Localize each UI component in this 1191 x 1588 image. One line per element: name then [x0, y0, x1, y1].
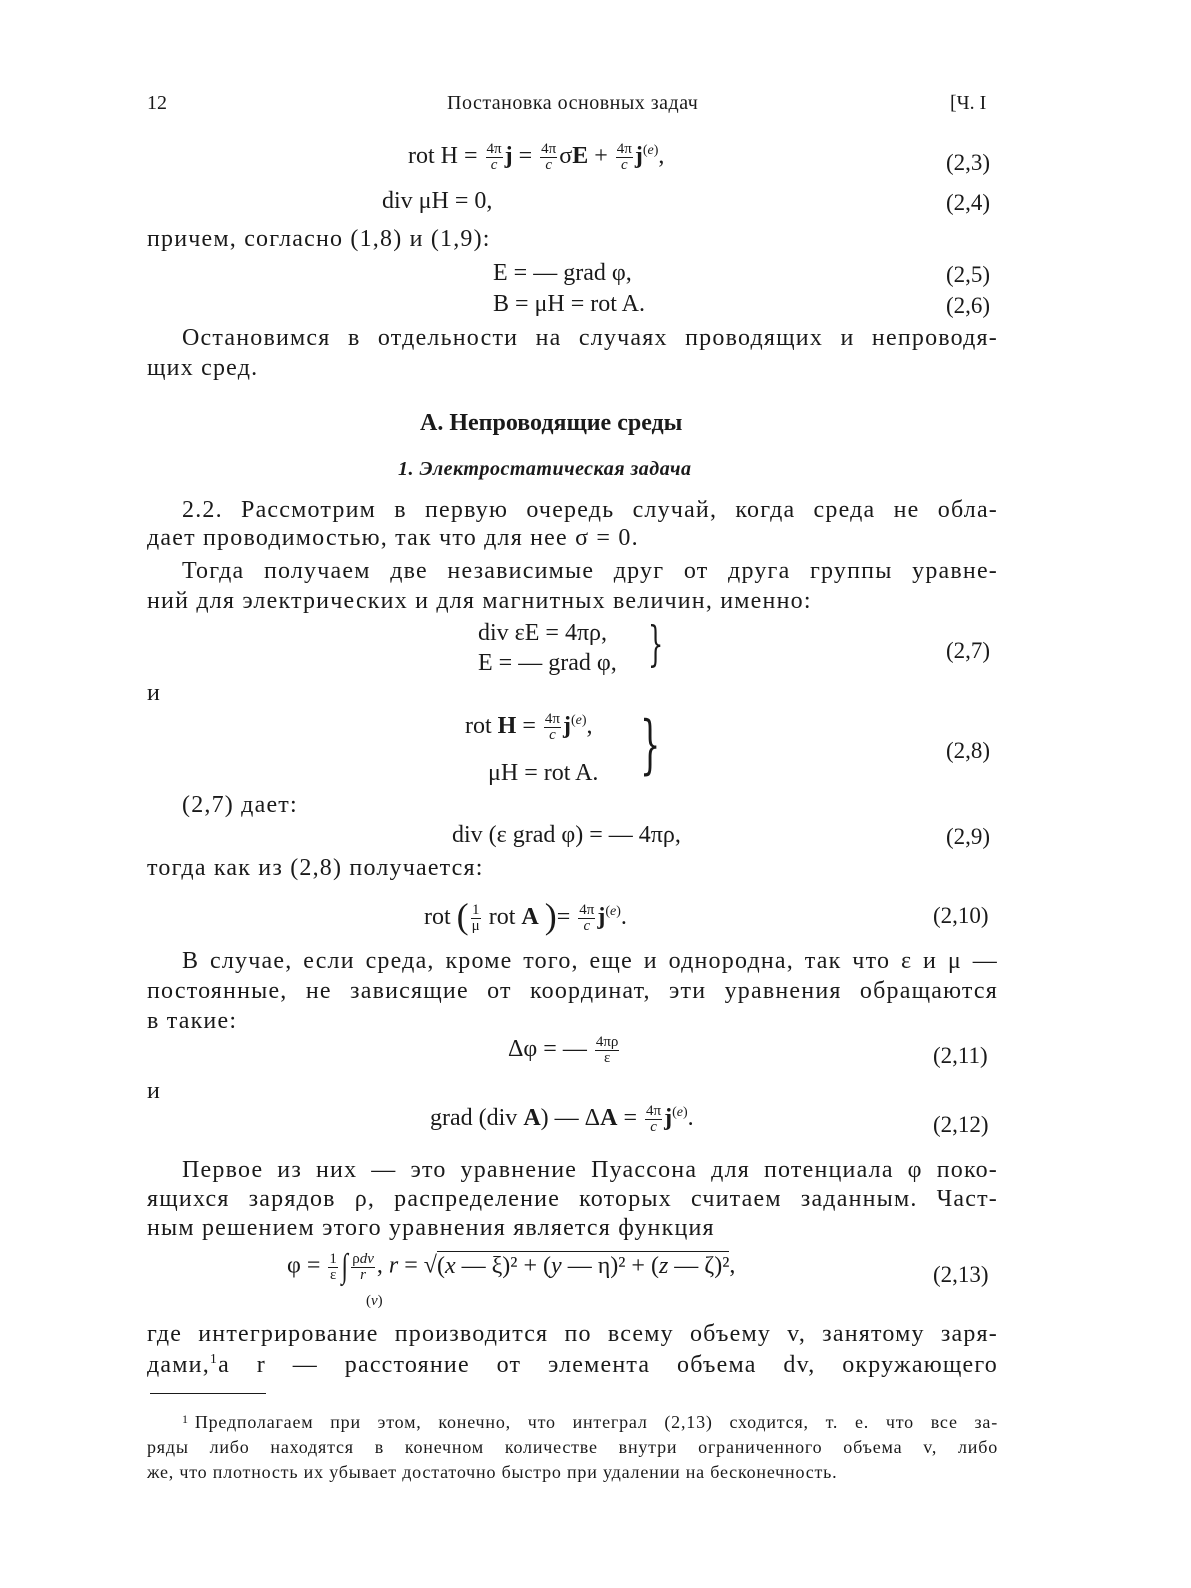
part-label: [Ч. I — [950, 92, 987, 114]
para6-line2-rest: а r — расстояние от элемента объема dv, окружающего — [218, 1352, 998, 1378]
whereas-line: тогда как из (2,8) получается: — [147, 855, 484, 881]
eq-2-7-brace: } — [648, 616, 664, 672]
footnote-line3: же, что плотность их убывает достаточно быстро при удалении на бесконечность. — [147, 1462, 838, 1482]
eq-number-2-7: (2,7) — [946, 638, 991, 663]
equation-2-13: φ = $\frac{1}{\varepsilon}$ ∫ $\frac{\text{ρdv}}{r}$ , r = √(x — ξ)² + (y — η)² + (z — ζ)², — [287, 1248, 736, 1285]
eq-number-2-10: (2,10) — [933, 903, 989, 928]
gives-line: (2,7) дает: — [182, 792, 298, 818]
eq-2-7-line2: E = — grad φ, — [478, 650, 617, 676]
integral-limit-v: (v) — [366, 1293, 383, 1309]
and-1: и — [147, 680, 162, 706]
footnote-marker: 1 — [182, 1412, 189, 1426]
equation-2-6: B = μH = rot A. — [493, 291, 645, 317]
subsection-title: 1. Электростатическая задача — [398, 458, 692, 480]
footnote-rule — [150, 1393, 266, 1394]
eq-number-2-3: (2,3) — [946, 150, 991, 175]
para5-line1: Первое из них — это уравнение Пуассона для потенциала φ поко- — [182, 1157, 998, 1183]
para2-line2: дает проводимостью, так что для нее σ = 0. — [147, 525, 639, 551]
para6-line2-start: дами, — [147, 1352, 210, 1378]
footnote-text-1: Предполагаем при этом, конечно, что интеграл (2,13) сходится, т. е. что все за- — [194, 1412, 998, 1432]
equation-2-10: rot ( $\frac{1}{\mu}$ rot A )= $\frac{4\pi}{c}$ $j^{(e)}$. — [424, 896, 627, 936]
eq-number-2-11: (2,11) — [933, 1043, 988, 1068]
intro-line: причем, согласно (1,8) и (1,9): — [147, 226, 491, 252]
eq-number-2-12: (2,12) — [933, 1112, 989, 1137]
para4-line1: В случае, если среда, кроме того, еще и однородна, так что ε и μ — — [182, 948, 998, 974]
para3-line2: ний для электрических и для магнитных величин, именно: — [147, 588, 812, 614]
equation-2-4: div μH = 0, — [382, 188, 493, 214]
footnote-line2: ряды либо находятся в конечном количестве внутри ограниченного объема v, либо — [147, 1437, 998, 1457]
para5-line2: ящихся зарядов ρ, распределение которых считаем заданным. Част- — [147, 1186, 998, 1212]
footnote-ref: 1 — [209, 1352, 219, 1367]
page-number: 12 — [147, 92, 167, 114]
para1-line1: Остановимся в отдельности на случаях проводящих и непроводя- — [182, 325, 998, 351]
para4-line3: в такие: — [147, 1008, 238, 1034]
eq-2-8-line2: μH = rot A. — [488, 760, 599, 786]
and-2: и — [147, 1078, 162, 1104]
equation-2-3: rot H = $\frac{4\pi}{c}$ j = $\frac{4\pi}{c}$ σE + $\frac{4\pi}{c}$ $j^{(e)}$, — [408, 141, 665, 173]
equation-2-5: E = — grad φ, — [493, 260, 632, 286]
equation-2-9: div (ε grad φ) = — 4πρ, — [452, 822, 681, 848]
para6-line2 — [147, 1352, 998, 1379]
eq-2-3-tail: , — [658, 143, 665, 170]
para4-line2: постоянные, не зависящие от координат, эти уравнения обращаются — [147, 978, 998, 1004]
para5-line3: ным решением этого уравнения является функция — [147, 1215, 715, 1241]
para6-line1: где интегрирование производится по всему объему v, занятому заря- — [147, 1321, 998, 1347]
para3-line1: Тогда получаем две независимые друг от друга группы уравне- — [182, 558, 998, 584]
eq-2-7-line1: div εE = 4πρ, — [478, 620, 608, 646]
running-title: Постановка основных задач — [447, 92, 699, 114]
section-title: А. Непроводящие среды — [420, 410, 683, 436]
equation-2-11: Δφ = — $\frac{4\pi\rho}{\varepsilon}$ — [508, 1034, 619, 1066]
eq-2-8-line1: rot H = $\frac{4\pi}{c}$ $j^{(e)}$, — [465, 711, 593, 743]
eq-number-2-6: (2,6) — [946, 293, 991, 318]
eq-2-3-lhs: rot H — [408, 143, 458, 170]
para1-line2: щих сред. — [147, 355, 259, 381]
eq-number-2-13: (2,13) — [933, 1262, 989, 1287]
eq-number-2-5: (2,5) — [946, 262, 991, 287]
eq-number-2-8: (2,8) — [946, 738, 991, 763]
eq-number-2-9: (2,9) — [946, 824, 991, 849]
para2-line1: 2.2. Рассмотрим в первую очередь случай, когда среда не обла- — [182, 497, 998, 523]
footnote-line1 — [182, 1412, 998, 1433]
eq-number-2-4: (2,4) — [946, 190, 991, 215]
equation-2-12: grad (div A) — ΔA = $\frac{4\pi}{c}$ $j^{(e)}$. — [430, 1103, 694, 1135]
eq-2-8-brace: } — [640, 708, 661, 782]
